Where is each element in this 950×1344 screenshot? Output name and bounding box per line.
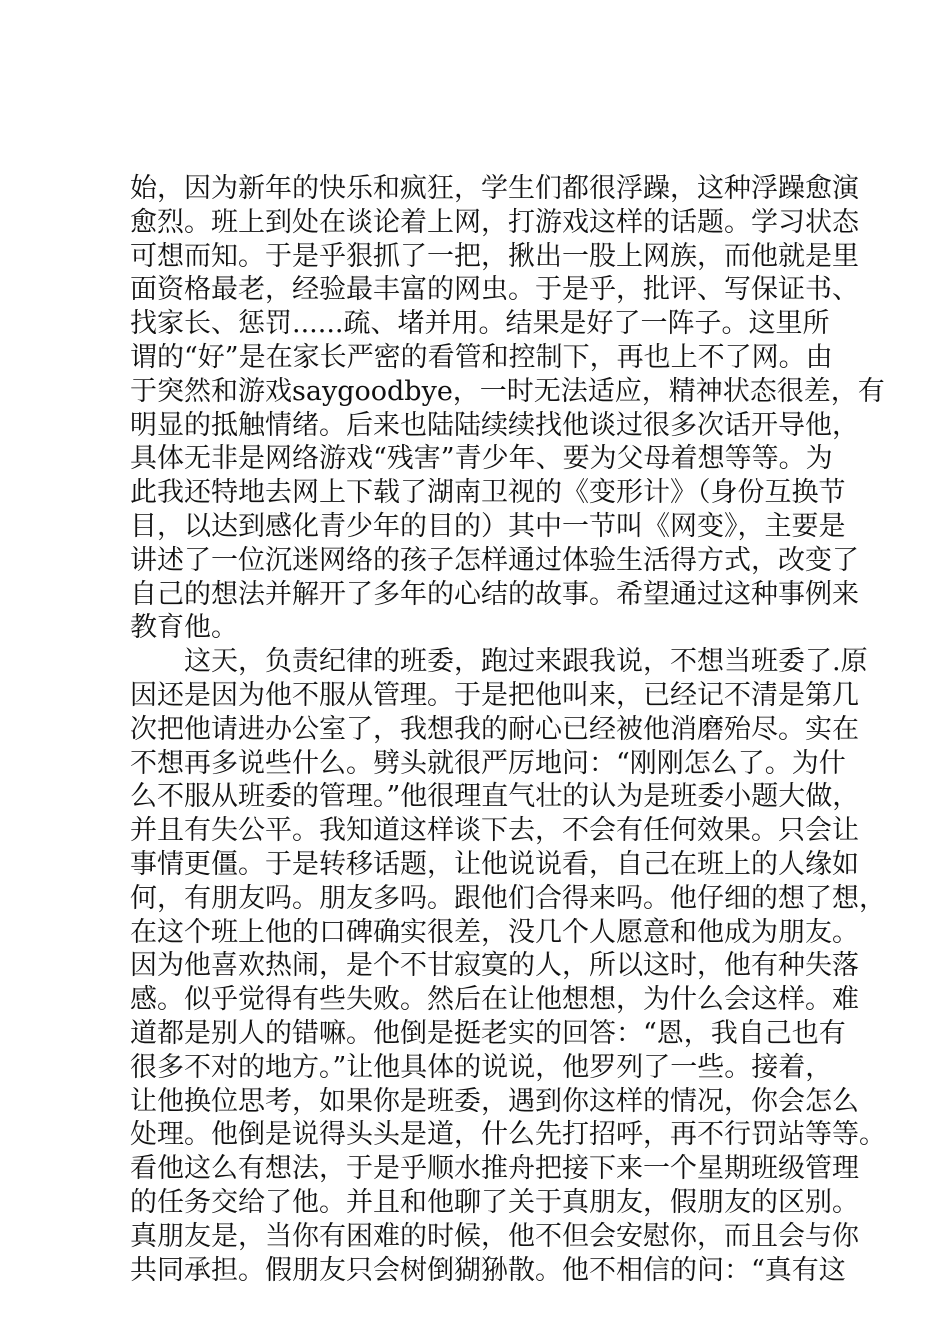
text-line: 么不服从班委的管理。”他很理直气壮的认为是班委小题大做， xyxy=(130,781,860,813)
text-line: 很多不对的地方。”让他具体的说说，他罗列了一些。接着， xyxy=(130,1051,833,1083)
text-line: 找家长、惩罚......疏、堵并用。结果是好了一阵子。这里所 xyxy=(130,308,830,340)
text-line: 具体无非是网络游戏“残害”青少年、要为父母着想等等。为 xyxy=(130,443,833,475)
text-line: 真朋友是，当你有困难的时候，他不但会安慰你，而且会与你 xyxy=(130,1220,859,1252)
text-line: 愈烈。班上到处在谈论着上网，打游戏这样的话题。学习状态 xyxy=(130,206,859,238)
text-line: 道都是别人的错嘛。他倒是挺老实的回答：“恩，我自己也有 xyxy=(130,1017,846,1049)
paragraph-start-line: 这天，负责纪律的班委，跑过来跟我说，不想当班委了.原 xyxy=(184,646,868,678)
text-line: 的任务交给了他。并且和他聊了关于真朋友，假朋友的区别。 xyxy=(130,1186,859,1218)
text-line: 事情更僵。于是转移话题，让他说说看，自己在班上的人缘如 xyxy=(130,848,859,880)
text-line: 因为他喜欢热闹，是个不甘寂寞的人，所以这时，他有种失落 xyxy=(130,950,859,982)
text-line: 此我还特地去网上下载了湖南卫视的《变形计》（身份互换节 xyxy=(130,477,846,509)
text-line: 让他换位思考，如果你是班委，遇到你这样的情况，你会怎么 xyxy=(130,1085,859,1117)
text-line: 教育他。 xyxy=(130,612,238,644)
text-line: 次把他请进办公室了，我想我的耐心已经被他消磨殆尽。实在 xyxy=(130,713,859,745)
text-line: 何，有朋友吗。朋友多吗。跟他们合得来吗。他仔细的想了想， xyxy=(130,882,886,914)
text-line: 在这个班上他的口碑确实很差，没几个人愿意和他成为朋友。 xyxy=(130,916,859,948)
text-line: 可想而知。于是乎狠抓了一把，揪出一股上网族，而他就是里 xyxy=(130,240,859,272)
text-line: 始，因为新年的快乐和疯狂，学生们都很浮躁，这种浮躁愈演 xyxy=(130,173,859,204)
text-line: 感。似乎觉得有些失败。然后在让他想想，为什么会这样。难 xyxy=(130,984,859,1016)
text-line: 于突然和游戏saygoodbye，一时无法适应，精神状态很差，有 xyxy=(130,375,885,407)
text-line: 谓的“好”是在家长严密的看管和控制下，再也上不了网。由 xyxy=(130,341,833,373)
text-line: 自己的想法并解开了多年的心结的故事。希望通过这种事例来 xyxy=(130,578,859,610)
body-text xyxy=(130,172,886,1287)
text-line: 看他这么有想法，于是乎顺水推舟把接下来一个星期班级管理 xyxy=(130,1153,859,1185)
text-line: 面资格最老，经验最丰富的网虫。于是乎，批评、写保证书、 xyxy=(130,274,859,306)
text-line: 目，以达到感化青少年的目的）其中一节叫《网变》，主要是 xyxy=(130,510,846,542)
text-line: 不想再多说些什么。劈头就很严厉地问：“刚刚怎么了。为什 xyxy=(130,747,846,779)
text-line: 讲述了一位沉迷网络的孩子怎样通过体验生活得方式，改变了 xyxy=(130,544,859,576)
text-line: 并且有失公平。我知道这样谈下去，不会有任何效果。只会让 xyxy=(130,815,859,847)
text-line: 明显的抵触情绪。后来也陆陆续续找他谈过很多次话开导他， xyxy=(130,409,859,441)
text-line: 因还是因为他不服从管理。于是把他叫来，已经记不清是第几 xyxy=(130,679,859,711)
text-line: 共同承担。假朋友只会树倒猢狲散。他不相信的问：“真有这 xyxy=(130,1254,846,1286)
text-line: 处理。他倒是说得头头是道，什么先打招呼，再不行罚站等等。 xyxy=(130,1119,886,1151)
